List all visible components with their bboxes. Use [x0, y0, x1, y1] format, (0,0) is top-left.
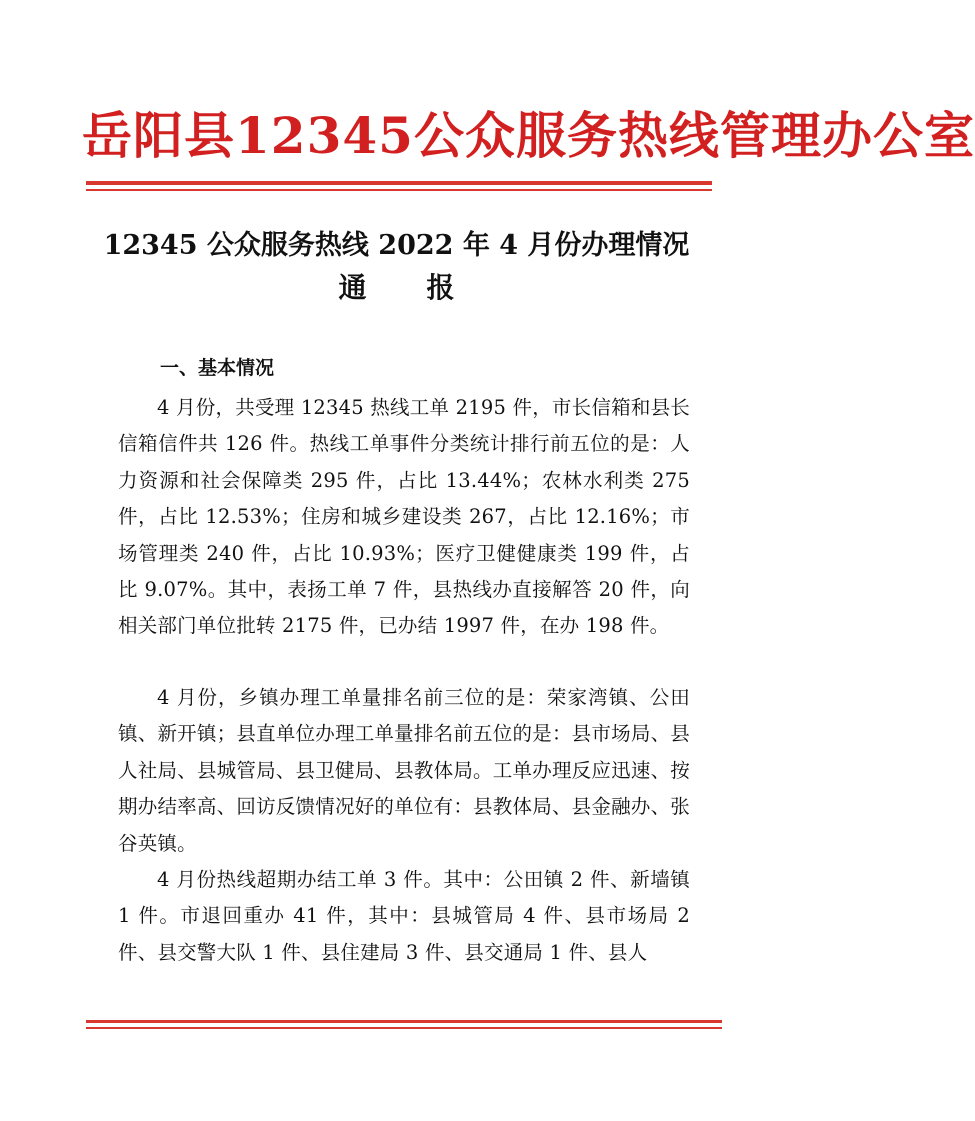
letterhead-rule-thin — [86, 189, 712, 191]
title-word-bao: 报 — [426, 271, 455, 304]
paragraph-3: 4 月份热线超期办结工单 3 件。其中：公田镇 2 件、新墙镇 1 件。市退回重办 41 件，其中：县城管局 4 件、县市场局 2 件、县交警大队 1 件、县住建局 3 件、县交通局 1 件、县人 — [118, 868, 690, 964]
footer-rule-thick — [86, 1020, 722, 1023]
section-heading-basic: 一、基本情况 — [160, 357, 275, 379]
paragraph-2: 4 月份，乡镇办理工单量排名前三位的是：荣家湾镇、公田镇、新开镇；县直单位办理工单量排名前五位的是：县市场局、县人社局、县城管局、县卫健局、县教体局。工单办理反应迅速、按期办结率高、回访反馈情况好的单位有：县教体局、县金融办、张谷英镇。 — [118, 686, 690, 855]
document-title-second-line — [60, 266, 733, 310]
letterhead-rule-thick — [86, 181, 712, 185]
letterhead-title: 岳阳县12345公众服务热线管理办公室 — [82, 106, 975, 165]
footer-rule-thin — [86, 1027, 722, 1029]
document-title: 12345 公众服务热线 2022 年 4 月份办理情况 — [103, 230, 690, 261]
title-word-tong: 通 — [338, 271, 367, 304]
paragraph-1: 4 月份，共受理 12345 热线工单 2195 件，市长信箱和县长信箱信件共 126 件。热线工单事件分类统计排行前五位的是：人力资源和社会保障类 295 件，占比 13.44%；农林水利类 275 件，占比 12.53%；住房和城乡建设类 267，占比 12.16%；市场管理类 240 件，占比 10.93%；医疗卫健健康类 199 件，占比 9.07%。其中，表扬工单 7 件，县热线办直接解答 20 件，向相关部门单位批转 2175 件，已办结 1997 件，在办 198 件。 — [118, 396, 690, 638]
